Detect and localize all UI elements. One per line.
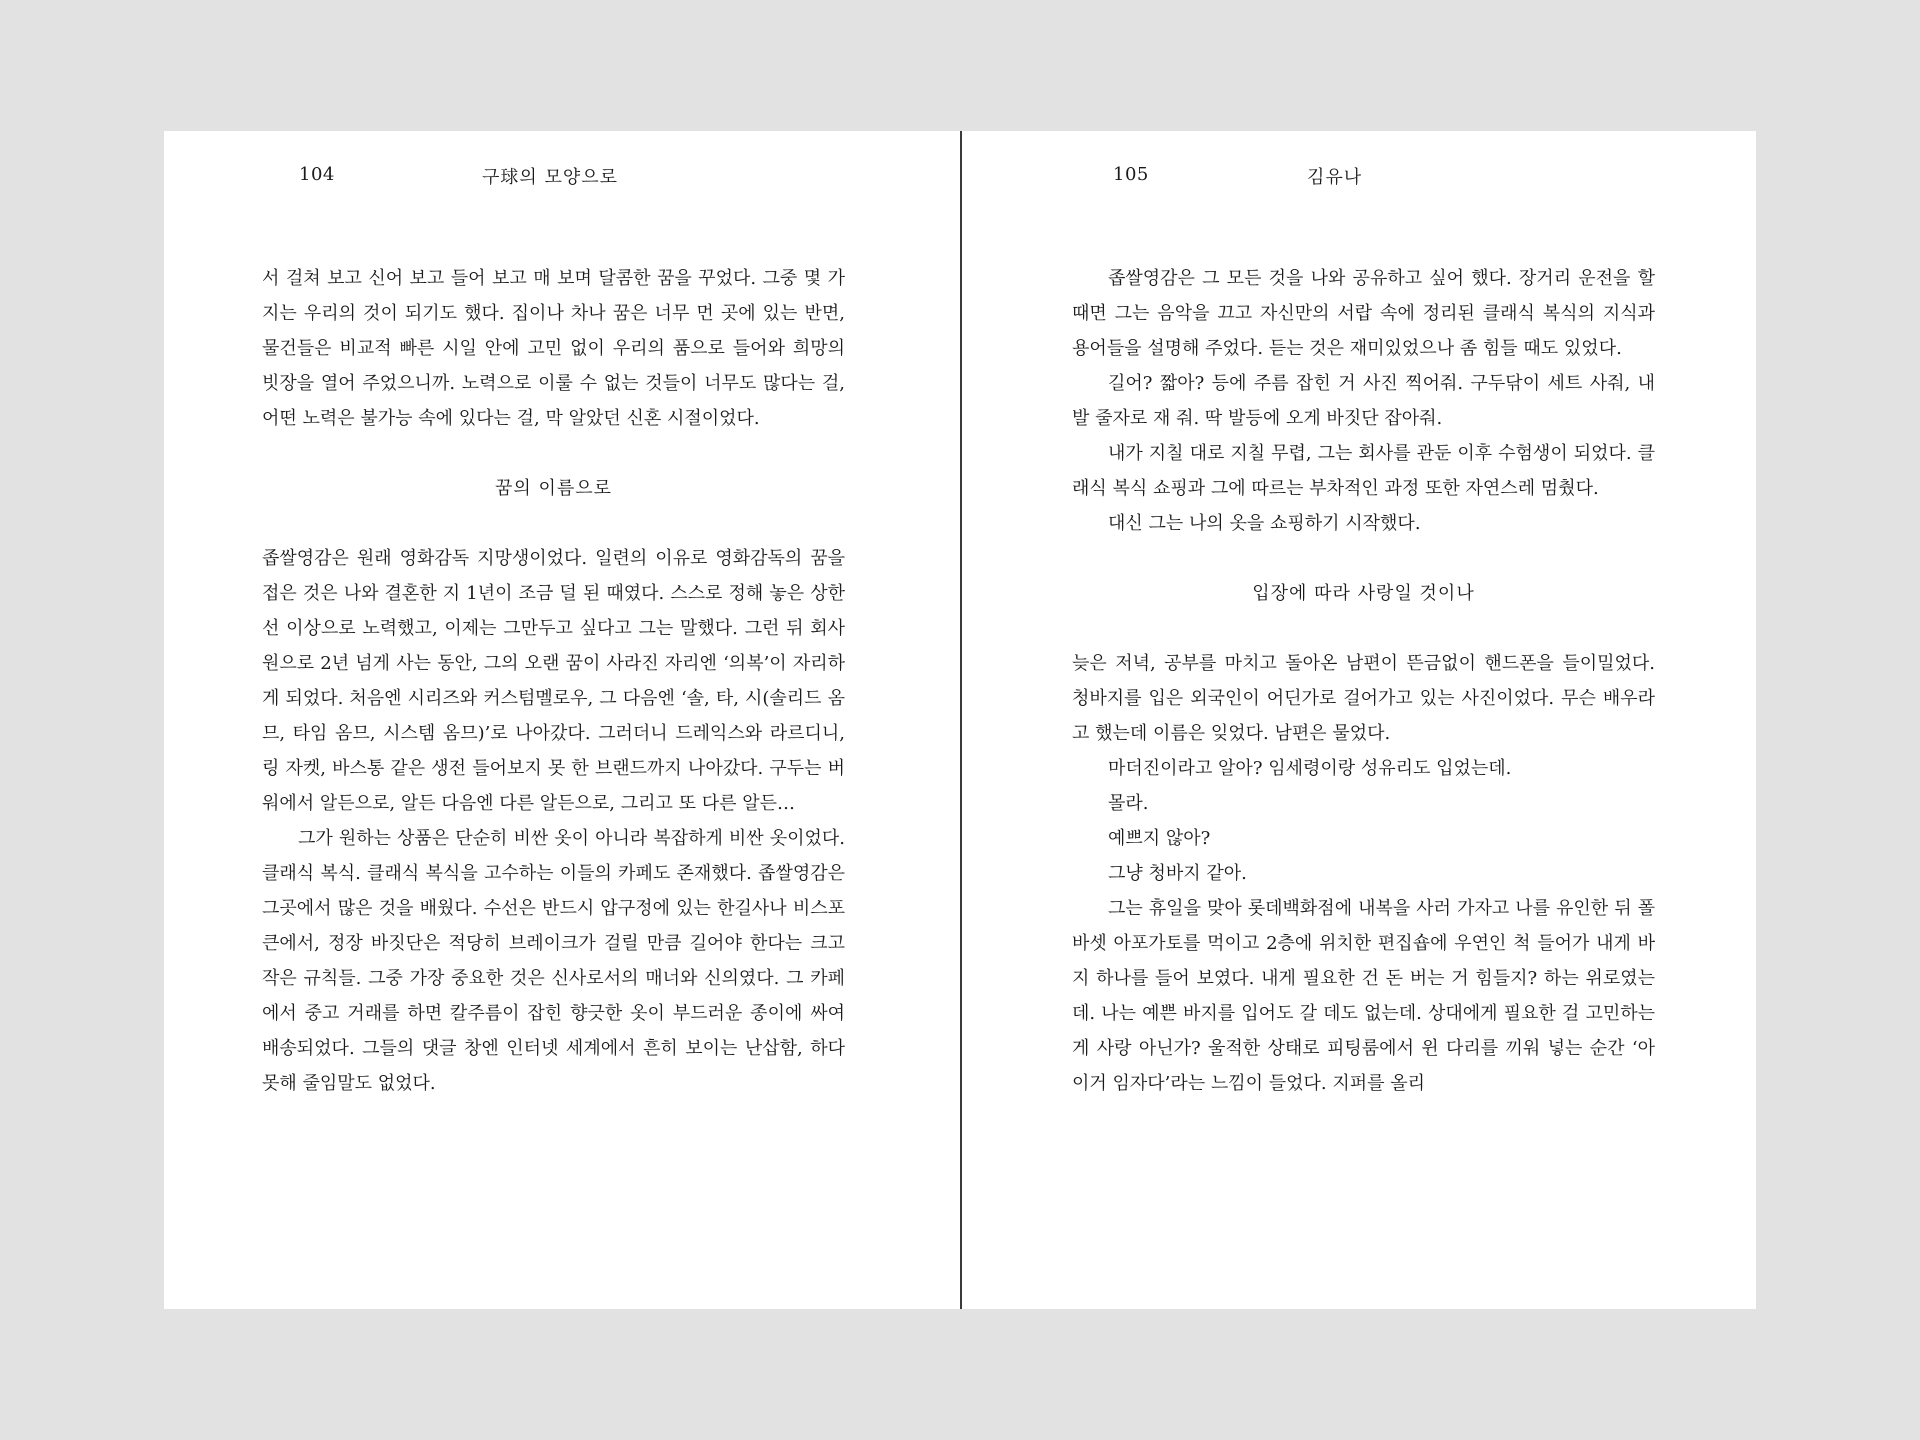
paragraph: 길어? 짧아? 등에 주름 잡힌 거 사진 찍어줘. 구두닦이 세트 사줘, 내 발 줄자로 재 줘. 딱 발등에 오게 바짓단 잡아줘. <box>1072 373 1655 429</box>
book-spread <box>164 131 1756 1309</box>
dialogue-line: 마더진이라고 알아? 임세령이랑 성유리도 입었는데. <box>1108 758 1512 779</box>
paragraph: 그가 원하는 상품은 단순히 비싼 옷이 아니라 복잡하게 비싼 옷이었다. 클래식 복식. 클래식 복식을 고수하는 이들의 카페도 존재했다. 좁쌀영감은 그곳에서 많은 것을 배웠다. 수선은 반드시 압구정에 있는 한길사나 비스포큰에서, 정장 바짓단은 적당히 브레이크가 걸릴 만큼 길어야 한다는 크고 작은 규칙들. 그중 가장 중요한 것은 신사로서의 매너와 신의였다. 그 카페에서 중고 거래를 하면 칼주름이 잡힌 향긋한 옷이 부드러운 종이에 싸여 배송되었다. 그들의 댓글 창엔 인터넷 세계에서 흔히 보이는 난삽함, 하다못해 줄임말도 없었다. <box>262 828 845 1094</box>
paragraph: 대신 그는 나의 옷을 쇼핑하기 시작했다. <box>1108 513 1421 534</box>
section-title: 꿈의 이름으로 <box>494 478 613 499</box>
section-title: 입장에 따라 사랑일 것이나 <box>1252 583 1475 604</box>
left-page <box>164 131 960 1309</box>
running-head: 구球의 모양으로 <box>482 167 619 188</box>
page-number: 104 <box>299 164 335 185</box>
paragraph: 서 걸쳐 보고 신어 보고 들어 보고 매 보며 달콤한 꿈을 꾸었다. 그중 몇 가지는 우리의 것이 되기도 했다. 집이나 차나 꿈은 너무 먼 곳에 있는 반면, 물건들은 비교적 빠른 시일 안에 고민 없이 우리의 품으로 들어와 희망의 빗장을 열어 주었으니까. 노력으로 이룰 수 없는 것들이 너무도 많다는 걸, 어떤 노력은 불가능 속에 있다는 걸, 막 알았던 신혼 시절이었다. <box>262 268 845 429</box>
paragraph: 그는 휴일을 맞아 롯데백화점에 내복을 사러 가자고 나를 유인한 뒤 폴바셋 아포가토를 먹이고 2층에 위치한 편집숍에 우연인 척 들어가 내게 바지 하나를 들어 보였다. 내게 필요한 건 돈 버는 거 힘들지? 하는 위로였는데. 나는 예쁜 바지를 입어도 갈 데도 없는데. 상대에게 필요한 걸 고민하는 게 사랑 아닌가? 울적한 상태로 피팅룸에서 윈 다리를 끼워 넣는 순간 ‘아 이거 임자다’라는 느낌이 들었다. 지퍼를 올리 <box>1072 898 1655 1094</box>
page-body <box>1072 261 1655 1101</box>
right-page <box>962 131 1756 1309</box>
paragraph: 내가 지칠 대로 지칠 무렵, 그는 회사를 관둔 이후 수험생이 되었다. 클래식 복식 쇼핑과 그에 따르는 부차적인 과정 또한 자연스레 멈췄다. <box>1072 443 1655 499</box>
page-body <box>262 261 845 1101</box>
paragraph: 좁쌀영감은 원래 영화감독 지망생이었다. 일련의 이유로 영화감독의 꿈을 접은 것은 나와 결혼한 지 1년이 조금 덜 된 때였다. 스스로 정해 놓은 상한선 이상으로 노력했고, 이제는 그만두고 싶다고 그는 말했다. 그런 뒤 회사원으로 2년 넘게 사는 동안, 그의 오랜 꿈이 사라진 자리엔 ‘의복’이 자리하게 되었다. 처음엔 시리즈와 커스텀멜로우, 그 다음엔 ‘솔, 타, 시(솔리드 옴므, 타임 옴므, 시스템 옴므)’로 나아갔다. 그러더니 드레익스와 라르디니, 링 자켓, 바스통 같은 생전 들어보지 못 한 브랜드까지 나아갔다. 구두는 버워에서 알든으로, 알든 다음엔 다른 알든으로, 그리고 또 다른 알든… <box>262 548 845 814</box>
running-head: 김유나 <box>1307 167 1363 188</box>
dialogue-line: 예쁘지 않아? <box>1108 828 1211 849</box>
page-number: 105 <box>1113 164 1149 185</box>
dialogue-line: 그냥 청바지 같아. <box>1108 863 1247 884</box>
paragraph: 좁쌀영감은 그 모든 것을 나와 공유하고 싶어 했다. 장거리 운전을 할 때면 그는 음악을 끄고 자신만의 서랍 속에 정리된 클래식 복식의 지식과 용어들을 설명해 주었다. 듣는 것은 재미있었으나 좀 힘들 때도 있었다. <box>1072 268 1655 359</box>
dialogue-line: 몰라. <box>1108 793 1149 814</box>
paragraph: 늦은 저녁, 공부를 마치고 돌아온 남편이 뜬금없이 핸드폰을 들이밀었다. 청바지를 입은 외국인이 어딘가로 걸어가고 있는 사진이었다. 무슨 배우라고 했는데 이름은 잊었다. 남편은 물었다. <box>1072 653 1655 744</box>
